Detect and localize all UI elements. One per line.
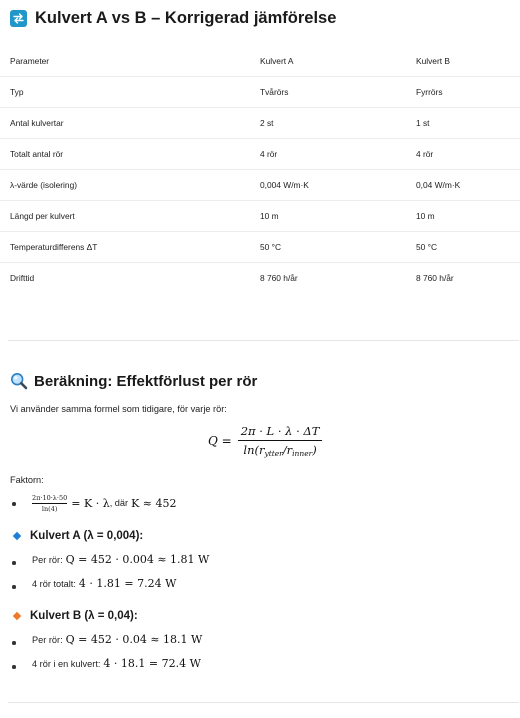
factor-expression: = K · λ bbox=[71, 496, 110, 510]
table-header-row bbox=[0, 46, 520, 77]
table-row bbox=[0, 108, 520, 139]
item-math: 4 · 18.1 = 72.4 W bbox=[103, 657, 201, 670]
table-cell: Temperaturdifferens ΔT bbox=[0, 232, 250, 263]
section-divider bbox=[8, 702, 519, 703]
table-row bbox=[0, 232, 520, 263]
table-row bbox=[0, 263, 520, 294]
item-label: Per rör: bbox=[32, 634, 63, 645]
list-bullet bbox=[12, 641, 16, 645]
item-label: 4 rör totalt: bbox=[32, 578, 76, 589]
denominator-subscript: inner bbox=[292, 449, 313, 458]
table-header-cell: Kulvert B bbox=[406, 46, 520, 77]
table-row bbox=[0, 170, 520, 201]
list-item bbox=[32, 553, 209, 566]
formula-lhs: Q = bbox=[208, 434, 232, 448]
item-math: Q = 452 · 0.004 ≈ 1.81 W bbox=[65, 553, 210, 566]
factor-fraction bbox=[32, 494, 67, 513]
formula-denominator bbox=[240, 441, 319, 458]
table-cell: 10 m bbox=[406, 201, 520, 232]
item-math: Q = 452 · 0.04 ≈ 18.1 W bbox=[65, 633, 203, 646]
heading-text: Kulvert A vs B – Korrigerad jämförelse bbox=[35, 8, 337, 27]
table-cell: 8 760 h/år bbox=[416, 273, 454, 283]
table-cell: 50 °C bbox=[250, 232, 406, 263]
list-bullet bbox=[12, 585, 16, 589]
list-item bbox=[32, 657, 201, 670]
heading-text: Kulvert B (λ = 0,04): bbox=[30, 610, 138, 622]
table-cell: 10 m bbox=[250, 201, 406, 232]
item-label: Per rör: bbox=[32, 554, 63, 565]
heading-text: Kulvert A (λ = 0,004): bbox=[30, 530, 144, 542]
table-cell: Drifttid bbox=[10, 273, 35, 283]
item-math: 4 · 1.81 = 7.24 W bbox=[78, 577, 177, 590]
table-cell: Totalt antal rör bbox=[0, 139, 250, 170]
table-cell: 0,04 W/m·K bbox=[406, 170, 520, 201]
list-bullet bbox=[12, 561, 16, 565]
factor-numerator: 2π·10·λ·50 bbox=[32, 494, 68, 502]
factor-list-item bbox=[32, 494, 177, 513]
section-heading-calculation bbox=[10, 370, 257, 392]
kulvert-a-heading bbox=[14, 527, 143, 545]
table-cell: Antal kulvertar bbox=[0, 108, 250, 139]
list-bullet bbox=[12, 665, 16, 669]
factor-text: , där bbox=[109, 498, 129, 509]
fraction-line bbox=[32, 503, 67, 504]
factor-constant: K ≈ 452 bbox=[131, 496, 177, 510]
table-cell: Fyrrörs bbox=[406, 77, 520, 108]
list-item bbox=[32, 577, 176, 590]
blue-diamond-icon bbox=[13, 532, 21, 540]
table-cell: 2 st bbox=[250, 108, 406, 139]
table-cell: 0,004 W/m·K bbox=[250, 170, 406, 201]
comparison-table bbox=[0, 46, 520, 293]
table-cell: 50 °C bbox=[406, 232, 520, 263]
table-cell: 4 rör bbox=[406, 139, 520, 170]
swap-arrows-icon bbox=[10, 10, 27, 27]
denominator-subscript: ytter bbox=[264, 449, 283, 458]
table-header-cell: Kulvert A bbox=[250, 46, 406, 77]
factor-label: Faktorn: bbox=[10, 475, 44, 485]
table-cell: Längd per kulvert bbox=[0, 201, 250, 232]
factor-denominator: ln(4) bbox=[41, 504, 58, 513]
table-cell: 4 rör bbox=[250, 139, 406, 170]
denominator-part: /r bbox=[282, 443, 293, 457]
list-bullet bbox=[12, 502, 16, 506]
kulvert-b-heading bbox=[14, 607, 138, 625]
table-header-cell: Parameter bbox=[0, 46, 250, 77]
denominator-part: ln(r bbox=[243, 443, 265, 457]
formula-fraction bbox=[238, 424, 323, 458]
orange-diamond-icon bbox=[13, 612, 21, 620]
table-row bbox=[0, 77, 520, 108]
denominator-part: ) bbox=[312, 443, 317, 457]
section-divider bbox=[8, 340, 519, 341]
heat-loss-formula bbox=[208, 424, 322, 458]
formula-numerator: 2π · L · λ · ΔT bbox=[240, 424, 320, 438]
table-cell: Tvårörs bbox=[250, 77, 406, 108]
magnifier-icon bbox=[10, 372, 28, 390]
table-cell: 8 760 h/år bbox=[260, 273, 298, 283]
table-cell: 1 st bbox=[406, 108, 520, 139]
list-item bbox=[32, 633, 202, 646]
heading-text: Beräkning: Effektförlust per rör bbox=[34, 372, 258, 390]
table-cell: Typ bbox=[0, 77, 250, 108]
table-cell: λ-värde (isolering) bbox=[0, 170, 250, 201]
table-row bbox=[0, 201, 520, 232]
section-heading-comparison bbox=[10, 6, 336, 30]
item-label: 4 rör i en kulvert: bbox=[32, 658, 101, 669]
intro-text: Vi använder samma formel som tidigare, för varje rör: bbox=[10, 404, 227, 414]
table-row bbox=[0, 139, 520, 170]
